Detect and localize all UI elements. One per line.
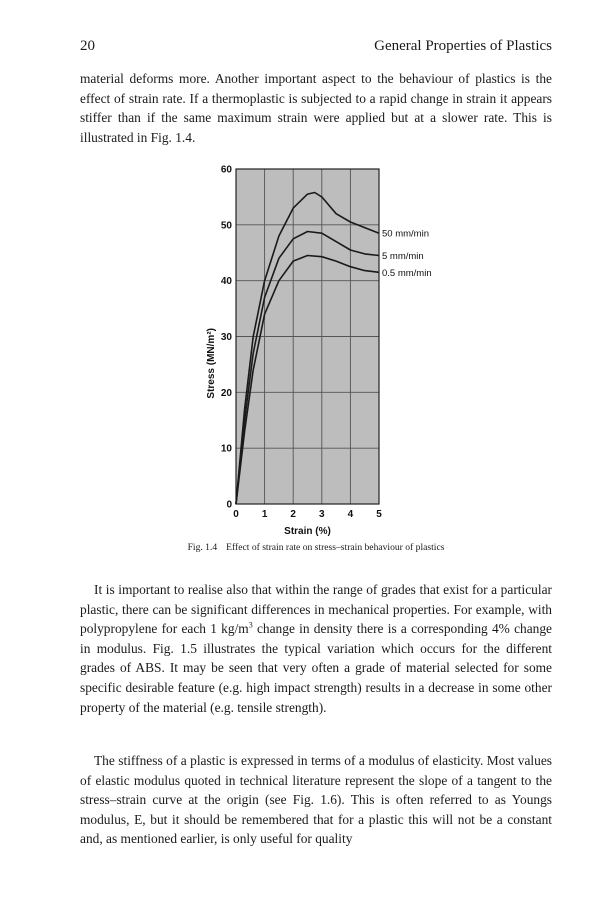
- caption-number: Fig. 1.4: [187, 542, 218, 553]
- series-label: 50 mm/min: [382, 228, 429, 240]
- stress-strain-chart: [180, 158, 500, 538]
- series-label: 5 mm/min: [382, 251, 424, 263]
- y-tick-label: 60: [220, 164, 232, 176]
- paragraph-3: The stiffness of a plastic is expressed in terms of a modulus of elasticity. Most values of elastic modulus quoted in technical literature represent the slope of a tangent to the stress–strain curve at the origin (see Fig. 1.6). This is often referred to as Youngs modulus, E, but it should be remembered that for a plastic this will not be a constant and, as mentioned earlier, is only useful for quality: [80, 753, 552, 847]
- paragraph-2-part-b: change in density there is a corresponding 4% change in modulus. Fig. 1.5 illustrates the typical variation which occurs for the different grades of ABS. It may be seen that very often a grade of material selected for some specific desirable feature (e.g. high impact strength) results in a decrease in some other property of the material (e.g. tensile strength).: [80, 621, 552, 715]
- y-tick-label: 40: [220, 276, 232, 288]
- x-tick-label: 3: [319, 509, 325, 520]
- paragraph-1: material deforms more. Another important aspect to the behaviour of plastics is the effect of strain rate. If a thermoplastic is subjected to a rapid change in strain it appears stiffer than if the same maximum strain were applied but at a slower rate. This is illustrated in Fig. 1.4.: [80, 71, 552, 145]
- page-number: 20: [80, 38, 95, 54]
- y-tick-label: 0: [226, 499, 232, 511]
- series-label: 0.5 mm/min: [382, 267, 432, 279]
- superscript-3: 3: [248, 620, 253, 630]
- y-axis-label: Stress (MN/m²): [206, 328, 217, 399]
- x-tick-label: 5: [376, 509, 382, 520]
- x-axis-label: Strain (%): [284, 526, 331, 537]
- x-tick-label: 4: [347, 509, 354, 520]
- x-tick-label: 1: [261, 509, 268, 520]
- x-tick-label: 0: [233, 509, 239, 520]
- running-head: [80, 38, 552, 55]
- figure-1-4: [180, 158, 500, 538]
- paragraph-2-part-a: It is important to realise also that within the range of grades that exist for a particular plastic, there can be significant differences in mechanical properties. For example, with polypropylene for each 1 kg/m: [80, 582, 552, 637]
- y-tick-label: 30: [220, 332, 232, 343]
- caption-text: Effect of strain rate on stress–strain behaviour of plastics: [226, 542, 445, 553]
- y-tick-label: 20: [220, 387, 232, 399]
- figure-caption: [80, 542, 552, 553]
- running-title: General Properties of Plastics: [374, 38, 552, 54]
- y-tick-label: 50: [220, 220, 232, 232]
- paragraph-2: [80, 580, 552, 717]
- x-tick-label: 2: [290, 509, 296, 520]
- y-tick-label: 10: [220, 443, 232, 455]
